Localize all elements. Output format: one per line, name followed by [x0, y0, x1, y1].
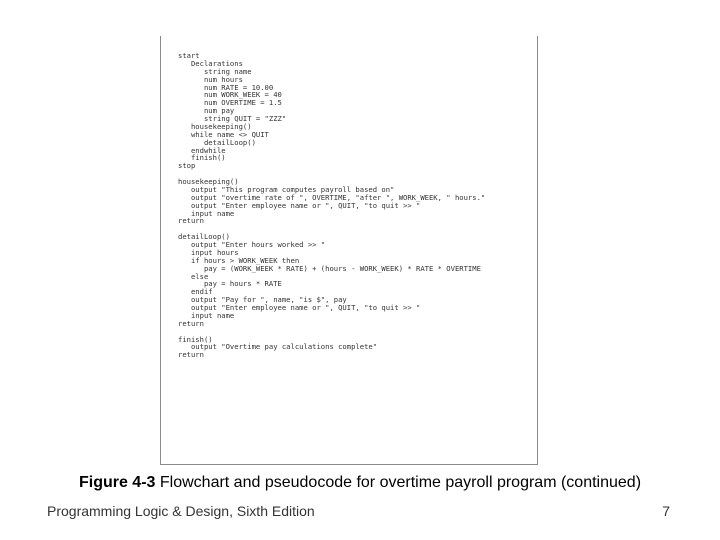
code-line: detailLoop()	[178, 232, 230, 242]
code-line: return	[178, 216, 204, 226]
code-line: finish()	[178, 334, 213, 344]
code-line: return	[178, 318, 204, 328]
code-line: endwhile	[178, 145, 226, 155]
code-line: num WORK_WEEK = 40	[178, 90, 282, 100]
page-number: 7	[662, 503, 670, 519]
code-line: output "Pay for ", name, "is $", pay	[178, 295, 347, 305]
code-line: num RATE = 10.00	[178, 82, 274, 92]
code-line: detailLoop()	[178, 137, 256, 147]
code-line: string name	[178, 66, 252, 76]
figure-caption-text: Flowchart and pseudocode for overtime payroll program (continued)	[155, 474, 642, 491]
code-line: num pay	[178, 106, 235, 116]
code-line: input hours	[178, 247, 239, 257]
code-line: output "This program computes payroll based on"	[178, 184, 395, 194]
code-line: if hours > WORK_WEEK then	[178, 255, 300, 265]
code-line: return	[178, 350, 204, 360]
code-line: stop	[178, 161, 196, 171]
code-line: endif	[178, 287, 213, 297]
code-line: output "Enter hours worked >> "	[178, 240, 326, 249]
figure-caption	[0, 474, 720, 492]
code-line: input name	[178, 310, 235, 320]
code-line: pay = hours * RATE	[178, 279, 282, 289]
code-line: finish()	[178, 153, 226, 163]
code-line: input name	[178, 208, 235, 218]
code-line: output "overtime rate of ", OVERTIME, "after ", WORK_WEEK, " hours."	[178, 192, 486, 202]
code-line	[178, 328, 485, 336]
pseudocode-listing	[178, 52, 485, 359]
code-line: output "Enter employee name or ", QUIT, "to quit >> "	[178, 200, 421, 210]
code-line: pay = (WORK_WEEK * RATE) + (hours - WORK_WEEK) * RATE * OVERTIME	[178, 263, 481, 273]
code-line: output "Enter employee name or ", QUIT, "to quit >> "	[178, 303, 421, 312]
footer-book-title: Programming Logic & Design, Sixth Edition	[47, 503, 315, 519]
code-line: output "Overtime pay calculations complete"	[178, 342, 378, 352]
code-line: while name <> QUIT	[178, 129, 269, 139]
figure-label: Figure 4-3	[78, 474, 156, 491]
code-line: string QUIT = "ZZZ"	[178, 114, 287, 123]
code-line: Declarations	[178, 58, 243, 68]
code-line: num OVERTIME = 1.5	[178, 98, 282, 108]
code-line: start	[178, 51, 200, 60]
code-line: housekeeping()	[178, 177, 239, 186]
code-line: num hours	[178, 74, 243, 84]
code-line: else	[178, 271, 209, 281]
code-line: housekeeping()	[178, 121, 252, 131]
pseudocode-panel	[160, 36, 538, 465]
